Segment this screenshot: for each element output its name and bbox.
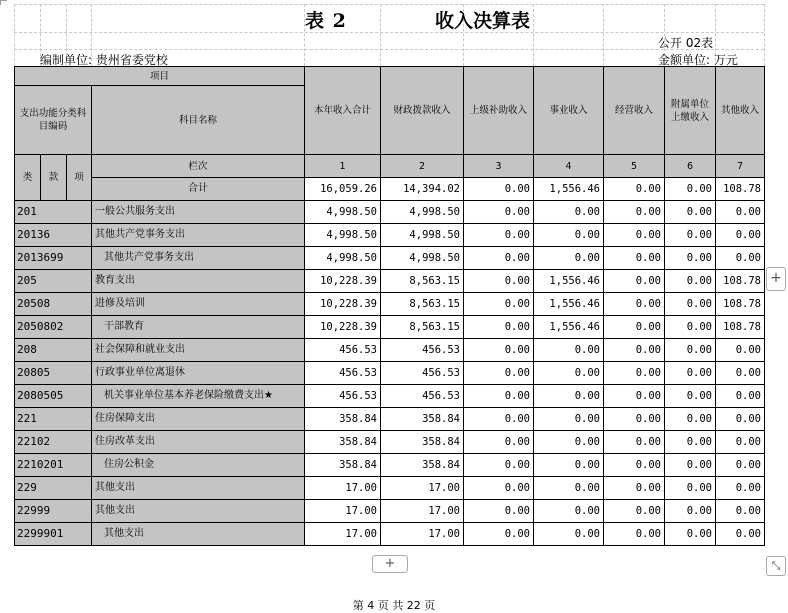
row-value-cell[interactable]: 0.00 bbox=[604, 477, 665, 500]
row-value-cell[interactable]: 0.00 bbox=[604, 523, 665, 546]
col-number: 1 bbox=[305, 155, 381, 178]
header-col-7: 其他收入 bbox=[716, 67, 765, 155]
col-number: 5 bbox=[604, 155, 665, 178]
header-col-2: 财政拨款收入 bbox=[381, 67, 464, 155]
row-subject-name: 住房公积金 bbox=[92, 454, 305, 477]
corner-mark bbox=[0, 0, 7, 5]
row-value-cell[interactable]: 0.00 bbox=[464, 316, 534, 339]
header-item: 项目 bbox=[15, 67, 305, 86]
row-value-cell[interactable]: 0.00 bbox=[716, 224, 765, 247]
table-row bbox=[15, 201, 765, 224]
row-subject-name: 社会保障和就业支出 bbox=[92, 339, 305, 362]
total-row bbox=[15, 178, 765, 201]
row-value-cell[interactable]: 0.00 bbox=[665, 385, 716, 408]
row-value-cell[interactable]: 0.00 bbox=[464, 500, 534, 523]
expand-icon[interactable]: ⤡ bbox=[766, 556, 786, 576]
table-row bbox=[15, 362, 765, 385]
table-row bbox=[15, 500, 765, 523]
total-cell[interactable]: 108.78 bbox=[716, 178, 765, 201]
row-value-cell[interactable]: 0.00 bbox=[534, 201, 604, 224]
row-value-cell[interactable]: 0.00 bbox=[665, 523, 716, 546]
row-value-cell[interactable]: 456.53 bbox=[305, 385, 381, 408]
row-value-cell[interactable]: 0.00 bbox=[534, 247, 604, 270]
table-row bbox=[15, 270, 765, 293]
header-col-4: 事业收入 bbox=[534, 67, 604, 155]
add-column-button[interactable]: + bbox=[766, 267, 786, 291]
row-code: 20508 bbox=[15, 293, 92, 316]
row-value-cell[interactable]: 0.00 bbox=[604, 454, 665, 477]
row-value-cell[interactable]: 4,998.50 bbox=[305, 247, 381, 270]
row-subject-name: 住房保障支出 bbox=[92, 408, 305, 431]
row-value-cell[interactable]: 17.00 bbox=[381, 523, 464, 546]
row-value-cell[interactable]: 0.00 bbox=[464, 408, 534, 431]
row-code: 2050802 bbox=[15, 316, 92, 339]
row-value-cell[interactable]: 0.00 bbox=[464, 362, 534, 385]
grid-guide bbox=[603, 4, 604, 66]
row-value-cell[interactable]: 0.00 bbox=[665, 431, 716, 454]
row-value-cell[interactable]: 456.53 bbox=[305, 362, 381, 385]
row-value-cell[interactable]: 1,556.46 bbox=[534, 270, 604, 293]
row-subject-name: 其他共产党事务支出 bbox=[92, 247, 305, 270]
header-code-group: 支出功能分类科目编码 bbox=[15, 86, 92, 155]
row-code: 221 bbox=[15, 408, 92, 431]
total-cell[interactable]: 1,556.46 bbox=[534, 178, 604, 201]
row-value-cell[interactable]: 0.00 bbox=[534, 500, 604, 523]
table-row bbox=[15, 523, 765, 546]
row-value-cell[interactable]: 0.00 bbox=[716, 523, 765, 546]
row-value-cell[interactable]: 0.00 bbox=[716, 454, 765, 477]
total-cell[interactable]: 0.00 bbox=[604, 178, 665, 201]
row-value-cell[interactable]: 0.00 bbox=[716, 339, 765, 362]
row-value-cell[interactable]: 358.84 bbox=[305, 431, 381, 454]
row-value-cell[interactable]: 0.00 bbox=[534, 224, 604, 247]
table-row bbox=[15, 385, 765, 408]
row-value-cell[interactable]: 0.00 bbox=[464, 477, 534, 500]
public-number: 公开 02表 bbox=[658, 36, 714, 50]
row-code: 22102 bbox=[15, 431, 92, 454]
row-value-cell[interactable]: 0.00 bbox=[716, 431, 765, 454]
row-value-cell[interactable]: 108.78 bbox=[716, 293, 765, 316]
row-value-cell[interactable]: 0.00 bbox=[604, 316, 665, 339]
row-value-cell[interactable]: 0.00 bbox=[534, 454, 604, 477]
row-value-cell[interactable]: 0.00 bbox=[534, 339, 604, 362]
income-table bbox=[14, 66, 765, 546]
row-value-cell[interactable]: 0.00 bbox=[464, 431, 534, 454]
row-value-cell[interactable]: 4,998.50 bbox=[305, 224, 381, 247]
row-value-cell[interactable]: 10,228.39 bbox=[305, 270, 381, 293]
row-value-cell[interactable]: 1,556.46 bbox=[534, 316, 604, 339]
row-value-cell[interactable]: 108.78 bbox=[716, 316, 765, 339]
total-cell[interactable]: 14,394.02 bbox=[381, 178, 464, 201]
row-subject-name: 行政事业单位离退休 bbox=[92, 362, 305, 385]
row-value-cell[interactable]: 0.00 bbox=[665, 362, 716, 385]
row-value-cell[interactable]: 0.00 bbox=[604, 247, 665, 270]
row-value-cell[interactable]: 8,563.15 bbox=[381, 316, 464, 339]
row-value-cell[interactable]: 0.00 bbox=[534, 408, 604, 431]
row-value-cell[interactable]: 17.00 bbox=[381, 500, 464, 523]
row-value-cell[interactable]: 4,998.50 bbox=[305, 201, 381, 224]
compiling-unit: 编制单位: 贵州省委党校 bbox=[40, 53, 168, 67]
row-value-cell[interactable]: 0.00 bbox=[716, 385, 765, 408]
row-value-cell[interactable]: 0.00 bbox=[464, 201, 534, 224]
row-value-cell[interactable]: 0.00 bbox=[665, 201, 716, 224]
total-cell[interactable]: 0.00 bbox=[464, 178, 534, 201]
row-value-cell[interactable]: 0.00 bbox=[464, 224, 534, 247]
row-value-cell[interactable]: 456.53 bbox=[381, 385, 464, 408]
row-value-cell[interactable]: 358.84 bbox=[305, 408, 381, 431]
row-value-cell[interactable]: 0.00 bbox=[604, 339, 665, 362]
row-value-cell[interactable]: 0.00 bbox=[534, 523, 604, 546]
table-row bbox=[15, 339, 765, 362]
table-row bbox=[15, 408, 765, 431]
row-subject-name: 其他支出 bbox=[92, 477, 305, 500]
row-value-cell[interactable]: 358.84 bbox=[381, 454, 464, 477]
grid-guide bbox=[14, 49, 764, 50]
row-value-cell[interactable]: 456.53 bbox=[381, 339, 464, 362]
grid-guide bbox=[14, 4, 15, 66]
header-col-5: 经营收入 bbox=[604, 67, 665, 155]
row-value-cell[interactable]: 0.00 bbox=[464, 385, 534, 408]
table-row bbox=[15, 431, 765, 454]
row-value-cell[interactable]: 0.00 bbox=[716, 500, 765, 523]
table-row bbox=[15, 293, 765, 316]
table-row bbox=[15, 454, 765, 477]
header-lei: 类 bbox=[15, 155, 41, 201]
row-code: 2210201 bbox=[15, 454, 92, 477]
row-subject-name: 教育支出 bbox=[92, 270, 305, 293]
row-code: 229 bbox=[15, 477, 92, 500]
table-row bbox=[15, 224, 765, 247]
row-subject-name: 进修及培训 bbox=[92, 293, 305, 316]
row-value-cell[interactable]: 0.00 bbox=[604, 201, 665, 224]
page-title bbox=[305, 6, 530, 32]
header-col-3: 上级补助收入 bbox=[464, 67, 534, 155]
row-value-cell[interactable]: 0.00 bbox=[665, 500, 716, 523]
amount-unit: 金额单位: 万元 bbox=[658, 53, 738, 67]
row-value-cell[interactable]: 0.00 bbox=[665, 224, 716, 247]
row-value-cell[interactable]: 0.00 bbox=[665, 477, 716, 500]
row-value-cell[interactable]: 0.00 bbox=[716, 201, 765, 224]
header-col-1: 本年收入合计 bbox=[305, 67, 381, 155]
row-code: 22999 bbox=[15, 500, 92, 523]
table-row bbox=[15, 477, 765, 500]
total-cell[interactable]: 16,059.26 bbox=[305, 178, 381, 201]
header-xiang: 项 bbox=[67, 155, 92, 201]
table-row bbox=[15, 247, 765, 270]
row-code: 2013699 bbox=[15, 247, 92, 270]
total-cell[interactable]: 0.00 bbox=[665, 178, 716, 201]
row-subject-name: 其他共产党事务支出 bbox=[92, 224, 305, 247]
total-label: 合计 bbox=[92, 178, 305, 201]
row-value-cell[interactable]: 0.00 bbox=[665, 293, 716, 316]
grid-guide bbox=[764, 4, 765, 66]
col-number: 7 bbox=[716, 155, 765, 178]
row-value-cell[interactable]: 0.00 bbox=[604, 408, 665, 431]
grid-guide bbox=[14, 32, 764, 33]
row-value-cell[interactable]: 0.00 bbox=[534, 431, 604, 454]
row-code: 2080505 bbox=[15, 385, 92, 408]
row-value-cell[interactable]: 17.00 bbox=[305, 523, 381, 546]
row-value-cell[interactable]: 0.00 bbox=[716, 247, 765, 270]
row-subject-name: 住房改革支出 bbox=[92, 431, 305, 454]
col-number: 3 bbox=[464, 155, 534, 178]
row-subject-name: 一般公共服务支出 bbox=[92, 201, 305, 224]
row-value-cell[interactable]: 0.00 bbox=[464, 247, 534, 270]
row-value-cell[interactable]: 4,998.50 bbox=[381, 201, 464, 224]
row-subject-name: 其他支出 bbox=[92, 500, 305, 523]
row-value-cell[interactable]: 0.00 bbox=[534, 477, 604, 500]
row-value-cell[interactable]: 0.00 bbox=[604, 270, 665, 293]
row-value-cell[interactable]: 456.53 bbox=[305, 339, 381, 362]
row-code: 2299901 bbox=[15, 523, 92, 546]
row-code: 20805 bbox=[15, 362, 92, 385]
row-value-cell[interactable]: 0.00 bbox=[716, 362, 765, 385]
row-value-cell[interactable]: 358.84 bbox=[305, 454, 381, 477]
row-value-cell[interactable]: 10,228.39 bbox=[305, 293, 381, 316]
row-value-cell[interactable]: 0.00 bbox=[604, 431, 665, 454]
table-number: 表 2 bbox=[305, 9, 347, 32]
row-value-cell[interactable]: 0.00 bbox=[665, 339, 716, 362]
row-value-cell[interactable]: 0.00 bbox=[464, 293, 534, 316]
row-value-cell[interactable]: 108.78 bbox=[716, 270, 765, 293]
row-value-cell[interactable]: 0.00 bbox=[464, 339, 534, 362]
page-indicator: 第 4 页 共 22 页 bbox=[352, 599, 436, 612]
table-row bbox=[15, 316, 765, 339]
row-value-cell[interactable]: 0.00 bbox=[464, 270, 534, 293]
row-code: 208 bbox=[15, 339, 92, 362]
col-number: 2 bbox=[381, 155, 464, 178]
row-value-cell[interactable]: 358.84 bbox=[381, 431, 464, 454]
row-value-cell[interactable]: 0.00 bbox=[665, 247, 716, 270]
row-subject-name: 其他支出 bbox=[92, 523, 305, 546]
row-value-cell[interactable]: 0.00 bbox=[604, 224, 665, 247]
row-code: 20136 bbox=[15, 224, 92, 247]
row-value-cell[interactable]: 0.00 bbox=[604, 385, 665, 408]
row-value-cell[interactable]: 358.84 bbox=[381, 408, 464, 431]
table-title: 收入决算表 bbox=[434, 9, 530, 32]
row-value-cell[interactable]: 0.00 bbox=[665, 408, 716, 431]
row-value-cell[interactable]: 0.00 bbox=[716, 477, 765, 500]
row-code: 201 bbox=[15, 201, 92, 224]
row-value-cell[interactable]: 4,998.50 bbox=[381, 247, 464, 270]
row-value-cell[interactable]: 0.00 bbox=[665, 270, 716, 293]
row-value-cell[interactable]: 17.00 bbox=[381, 477, 464, 500]
row-value-cell[interactable]: 0.00 bbox=[534, 362, 604, 385]
header-col-6: 附属单位上缴收入 bbox=[665, 67, 716, 155]
header-col-index: 栏次 bbox=[92, 155, 305, 178]
row-subject-name: 干部教育 bbox=[92, 316, 305, 339]
row-value-cell[interactable]: 0.00 bbox=[716, 408, 765, 431]
row-value-cell[interactable]: 0.00 bbox=[534, 385, 604, 408]
row-value-cell[interactable]: 0.00 bbox=[604, 362, 665, 385]
row-value-cell[interactable]: 0.00 bbox=[604, 500, 665, 523]
add-row-button[interactable]: + bbox=[372, 555, 408, 573]
row-subject-name: 机关事业单位基本养老保险缴费支出★ bbox=[92, 385, 305, 408]
row-value-cell[interactable]: 0.00 bbox=[604, 293, 665, 316]
col-number: 6 bbox=[665, 155, 716, 178]
row-value-cell[interactable]: 0.00 bbox=[464, 454, 534, 477]
row-value-cell[interactable]: 0.00 bbox=[665, 454, 716, 477]
header-subject-name: 科目名称 bbox=[92, 86, 305, 155]
row-value-cell[interactable]: 8,563.15 bbox=[381, 270, 464, 293]
col-number: 4 bbox=[534, 155, 604, 178]
row-value-cell[interactable]: 0.00 bbox=[665, 316, 716, 339]
grid-guide bbox=[533, 4, 534, 66]
row-value-cell[interactable]: 456.53 bbox=[381, 362, 464, 385]
row-code: 205 bbox=[15, 270, 92, 293]
header-kuan: 款 bbox=[41, 155, 67, 201]
row-value-cell[interactable]: 0.00 bbox=[464, 523, 534, 546]
row-value-cell[interactable]: 17.00 bbox=[305, 477, 381, 500]
row-value-cell[interactable]: 8,563.15 bbox=[381, 293, 464, 316]
grid-guide bbox=[14, 4, 764, 5]
row-value-cell[interactable]: 1,556.46 bbox=[534, 293, 604, 316]
row-value-cell[interactable]: 4,998.50 bbox=[381, 224, 464, 247]
row-value-cell[interactable]: 10,228.39 bbox=[305, 316, 381, 339]
row-value-cell[interactable]: 17.00 bbox=[305, 500, 381, 523]
